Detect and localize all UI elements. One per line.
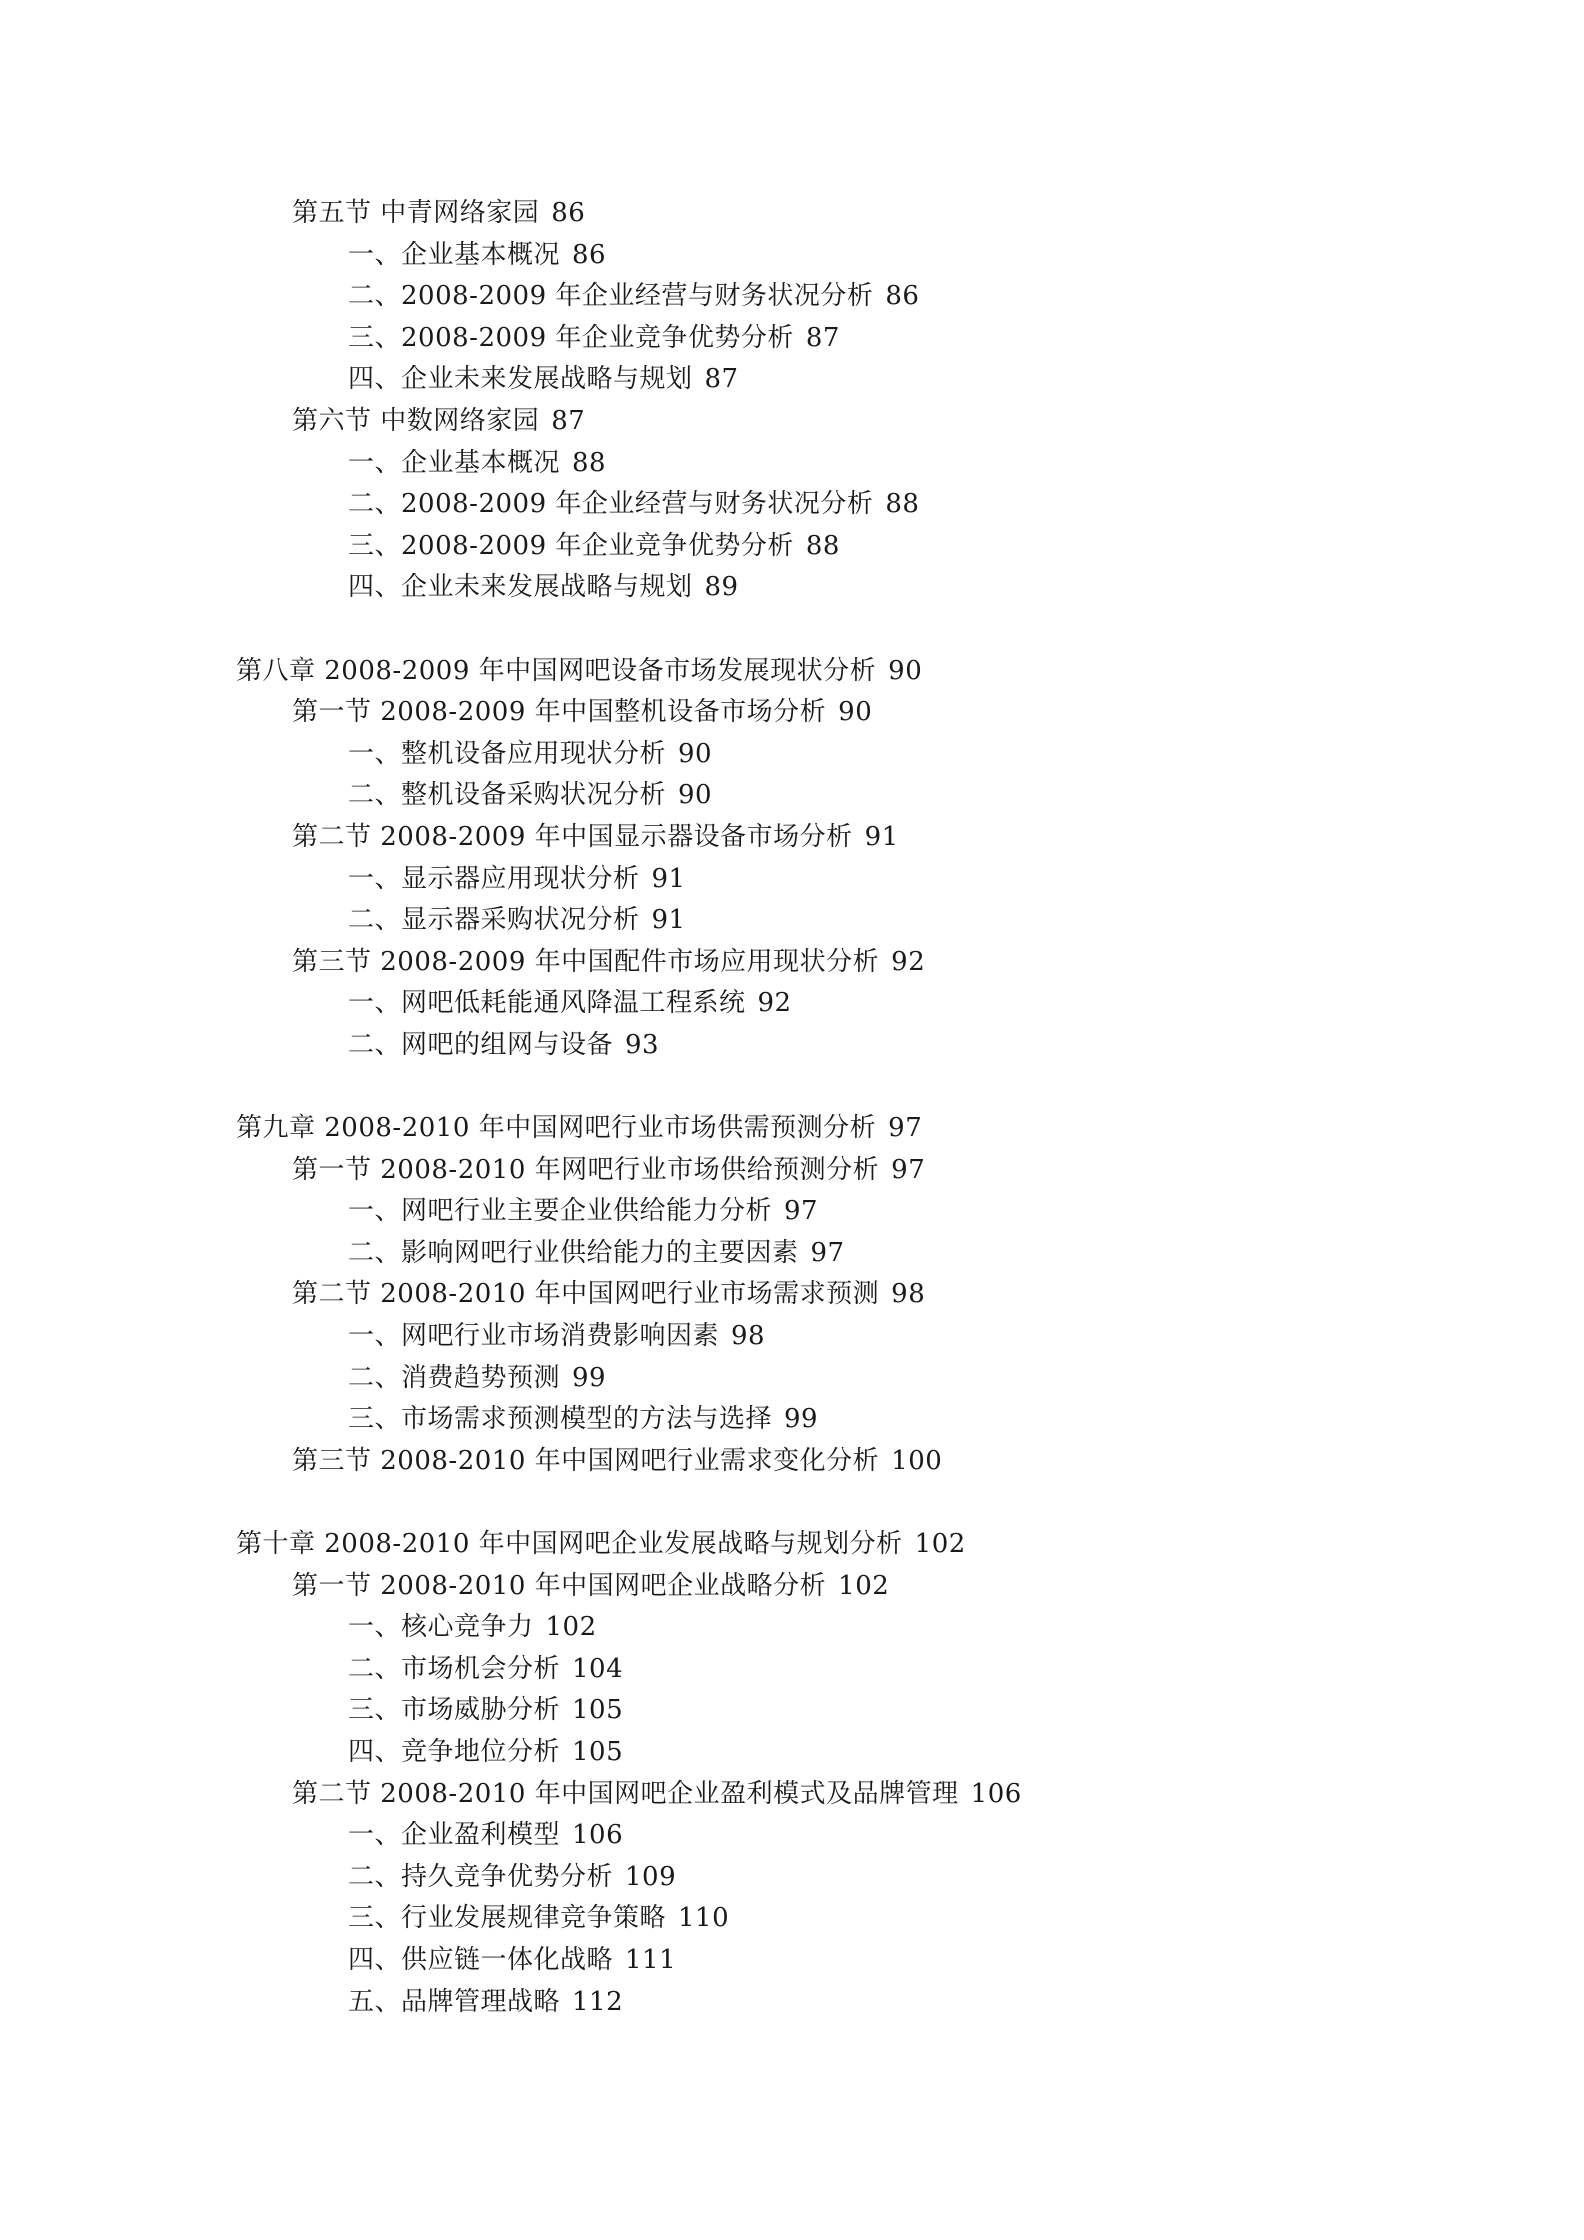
toc-entry-title: 四、竞争地位分析 xyxy=(348,1736,561,1767)
toc-section-entry[interactable] xyxy=(0,1274,1584,1316)
toc-entry-title: 第一节 2008-2010 年中国网吧企业战略分析 xyxy=(292,1570,827,1601)
toc-page-number: 98 xyxy=(731,1321,766,1352)
toc-entry-title: 第五节 中青网络家园 xyxy=(292,198,540,228)
toc-page-number: 88 xyxy=(572,447,607,478)
toc-page-number: 97 xyxy=(784,1196,819,1227)
toc-item-entry[interactable] xyxy=(0,484,1584,526)
toc-entry-title: 第十章 2008-2010 年中国网吧企业发展战略与规划分析 xyxy=(236,1529,903,1559)
toc-entry-title: 二、网吧的组网与设备 xyxy=(348,1029,614,1060)
toc-entry-title: 二、2008-2009 年企业经营与财务状况分析 xyxy=(348,489,874,520)
toc-page-number: 109 xyxy=(625,1861,677,1892)
toc-page-number: 112 xyxy=(572,1986,624,2017)
toc-page-number: 102 xyxy=(838,1570,890,1601)
toc-item-entry[interactable] xyxy=(0,1857,1584,1899)
toc-item-entry[interactable] xyxy=(0,359,1584,401)
toc-section-entry[interactable] xyxy=(0,817,1584,859)
toc-item-entry[interactable] xyxy=(0,1815,1584,1857)
toc-entry-title: 四、供应链一体化战略 xyxy=(348,1944,614,1975)
toc-item-entry[interactable] xyxy=(0,235,1584,277)
toc-entry-title: 一、整机设备应用现状分析 xyxy=(348,738,667,769)
toc-page-number: 90 xyxy=(678,738,713,769)
toc-entry-title: 二、持久竞争优势分析 xyxy=(348,1861,614,1892)
toc-section-entry[interactable] xyxy=(0,193,1584,235)
toc-page-number: 91 xyxy=(651,863,686,894)
toc-section-entry[interactable] xyxy=(0,942,1584,984)
toc-entry-title: 一、企业基本概况 xyxy=(348,239,561,270)
toc-item-entry[interactable] xyxy=(0,567,1584,609)
toc-entry-title: 第二节 2008-2010 年中国网吧行业市场需求预测 xyxy=(292,1279,880,1310)
toc-page-number: 110 xyxy=(678,1903,730,1934)
toc-item-entry[interactable] xyxy=(0,900,1584,942)
toc-page-number: 100 xyxy=(891,1445,943,1476)
toc-entry-title: 一、显示器应用现状分析 xyxy=(348,863,640,894)
toc-entry-title: 三、2008-2009 年企业竞争优势分析 xyxy=(348,322,794,353)
toc-page-number: 89 xyxy=(704,572,739,603)
toc-entry-title: 一、企业盈利模型 xyxy=(348,1820,561,1851)
toc-page-number: 99 xyxy=(784,1404,819,1435)
toc-entry-title: 第六节 中数网络家园 xyxy=(292,405,540,436)
toc-spacer xyxy=(0,609,1584,651)
table-of-contents xyxy=(0,193,1584,2023)
toc-item-entry[interactable] xyxy=(0,318,1584,360)
toc-entry-title: 第三节 2008-2009 年中国配件市场应用现状分析 xyxy=(292,946,880,977)
toc-page-number: 90 xyxy=(888,655,923,686)
toc-chapter-entry[interactable] xyxy=(0,1524,1584,1566)
toc-entry-title: 二、消费趋势预测 xyxy=(348,1362,561,1393)
toc-page-number: 86 xyxy=(885,281,920,312)
toc-entry-title: 第一节 2008-2009 年中国整机设备市场分析 xyxy=(292,697,827,728)
toc-page-number: 86 xyxy=(551,198,586,228)
toc-entry-title: 一、网吧行业主要企业供给能力分析 xyxy=(348,1196,773,1227)
toc-page-number: 86 xyxy=(572,239,607,270)
toc-page-number: 97 xyxy=(888,1113,923,1144)
toc-entry-title: 第二节 2008-2009 年中国显示器设备市场分析 xyxy=(292,821,853,852)
toc-section-entry[interactable] xyxy=(0,1441,1584,1483)
toc-page-number: 93 xyxy=(625,1029,660,1060)
toc-item-entry[interactable] xyxy=(0,1233,1584,1275)
toc-item-entry[interactable] xyxy=(0,443,1584,485)
toc-page-number: 97 xyxy=(891,1154,926,1185)
toc-item-entry[interactable] xyxy=(0,775,1584,817)
toc-entry-title: 二、显示器采购状况分析 xyxy=(348,905,640,936)
toc-page-number: 88 xyxy=(805,530,840,561)
toc-page-number: 104 xyxy=(572,1653,624,1684)
toc-entry-title: 第三节 2008-2010 年中国网吧行业需求变化分析 xyxy=(292,1445,880,1476)
toc-chapter-entry[interactable] xyxy=(0,651,1584,693)
toc-item-entry[interactable] xyxy=(0,1649,1584,1691)
toc-page-number: 105 xyxy=(572,1736,624,1767)
toc-entry-title: 二、2008-2009 年企业经营与财务状况分析 xyxy=(348,281,874,312)
toc-entry-title: 三、市场威胁分析 xyxy=(348,1695,561,1726)
toc-page-number: 102 xyxy=(914,1529,966,1559)
toc-page-number: 91 xyxy=(864,821,899,852)
toc-entry-title: 第二节 2008-2010 年中国网吧企业盈利模式及品牌管理 xyxy=(292,1778,959,1809)
toc-item-entry[interactable] xyxy=(0,1982,1584,2024)
toc-item-entry[interactable] xyxy=(0,276,1584,318)
toc-page-number: 92 xyxy=(757,988,792,1019)
toc-section-entry[interactable] xyxy=(0,1774,1584,1816)
toc-item-entry[interactable] xyxy=(0,734,1584,776)
toc-page-number: 106 xyxy=(572,1820,624,1851)
toc-section-entry[interactable] xyxy=(0,1150,1584,1192)
toc-page-number: 87 xyxy=(704,364,739,395)
toc-chapter-entry[interactable] xyxy=(0,1108,1584,1150)
toc-page-number: 97 xyxy=(810,1237,845,1268)
toc-entry-title: 四、企业未来发展战略与规划 xyxy=(348,364,693,395)
toc-entry-title: 第一节 2008-2010 年网吧行业市场供给预测分析 xyxy=(292,1154,880,1185)
toc-section-entry[interactable] xyxy=(0,401,1584,443)
toc-entry-title: 三、市场需求预测模型的方法与选择 xyxy=(348,1404,773,1435)
toc-spacer xyxy=(0,1482,1584,1524)
toc-page-number: 88 xyxy=(885,489,920,520)
toc-page-number: 111 xyxy=(625,1944,677,1975)
toc-entry-title: 三、行业发展规律竞争策略 xyxy=(348,1903,667,1934)
toc-page-number: 102 xyxy=(545,1612,597,1643)
toc-item-entry[interactable] xyxy=(0,859,1584,901)
toc-item-entry[interactable] xyxy=(0,1940,1584,1982)
toc-entry-title: 三、2008-2009 年企业竞争优势分析 xyxy=(348,530,794,561)
toc-page-number: 98 xyxy=(891,1279,926,1310)
toc-entry-title: 第九章 2008-2010 年中国网吧行业市场供需预测分析 xyxy=(236,1113,877,1144)
toc-section-entry[interactable] xyxy=(0,1566,1584,1608)
toc-item-entry[interactable] xyxy=(0,1732,1584,1774)
toc-page-number: 91 xyxy=(651,905,686,936)
toc-entry-title: 一、核心竞争力 xyxy=(348,1612,534,1643)
toc-page-number: 90 xyxy=(678,780,713,811)
toc-item-entry[interactable] xyxy=(0,1191,1584,1233)
toc-item-entry[interactable] xyxy=(0,1025,1584,1067)
toc-entry-title: 一、企业基本概况 xyxy=(348,447,561,478)
toc-entry-title: 第八章 2008-2009 年中国网吧设备市场发展现状分析 xyxy=(236,655,877,686)
toc-page-number: 87 xyxy=(551,405,586,436)
toc-page-number: 99 xyxy=(572,1362,607,1393)
toc-entry-title: 二、市场机会分析 xyxy=(348,1653,561,1684)
toc-entry-title: 二、整机设备采购状况分析 xyxy=(348,780,667,811)
toc-item-entry[interactable] xyxy=(0,1316,1584,1358)
toc-entry-title: 四、企业未来发展战略与规划 xyxy=(348,572,693,603)
toc-section-entry[interactable] xyxy=(0,692,1584,734)
toc-item-entry[interactable] xyxy=(0,1358,1584,1400)
toc-item-entry[interactable] xyxy=(0,1607,1584,1649)
toc-entry-title: 二、影响网吧行业供给能力的主要因素 xyxy=(348,1237,799,1268)
toc-page-number: 106 xyxy=(970,1778,1022,1809)
toc-page-number: 90 xyxy=(838,697,873,728)
toc-item-entry[interactable] xyxy=(0,1898,1584,1940)
toc-item-entry[interactable] xyxy=(0,1690,1584,1732)
toc-page-number: 92 xyxy=(891,946,926,977)
toc-item-entry[interactable] xyxy=(0,983,1584,1025)
toc-page-number: 87 xyxy=(805,322,840,353)
toc-entry-title: 一、网吧行业市场消费影响因素 xyxy=(348,1321,720,1352)
toc-page-number: 105 xyxy=(572,1695,624,1726)
toc-entry-title: 五、品牌管理战略 xyxy=(348,1986,561,2017)
toc-entry-title: 一、网吧低耗能通风降温工程系统 xyxy=(348,988,746,1019)
toc-item-entry[interactable] xyxy=(0,1399,1584,1441)
toc-item-entry[interactable] xyxy=(0,526,1584,568)
toc-spacer xyxy=(0,1066,1584,1108)
